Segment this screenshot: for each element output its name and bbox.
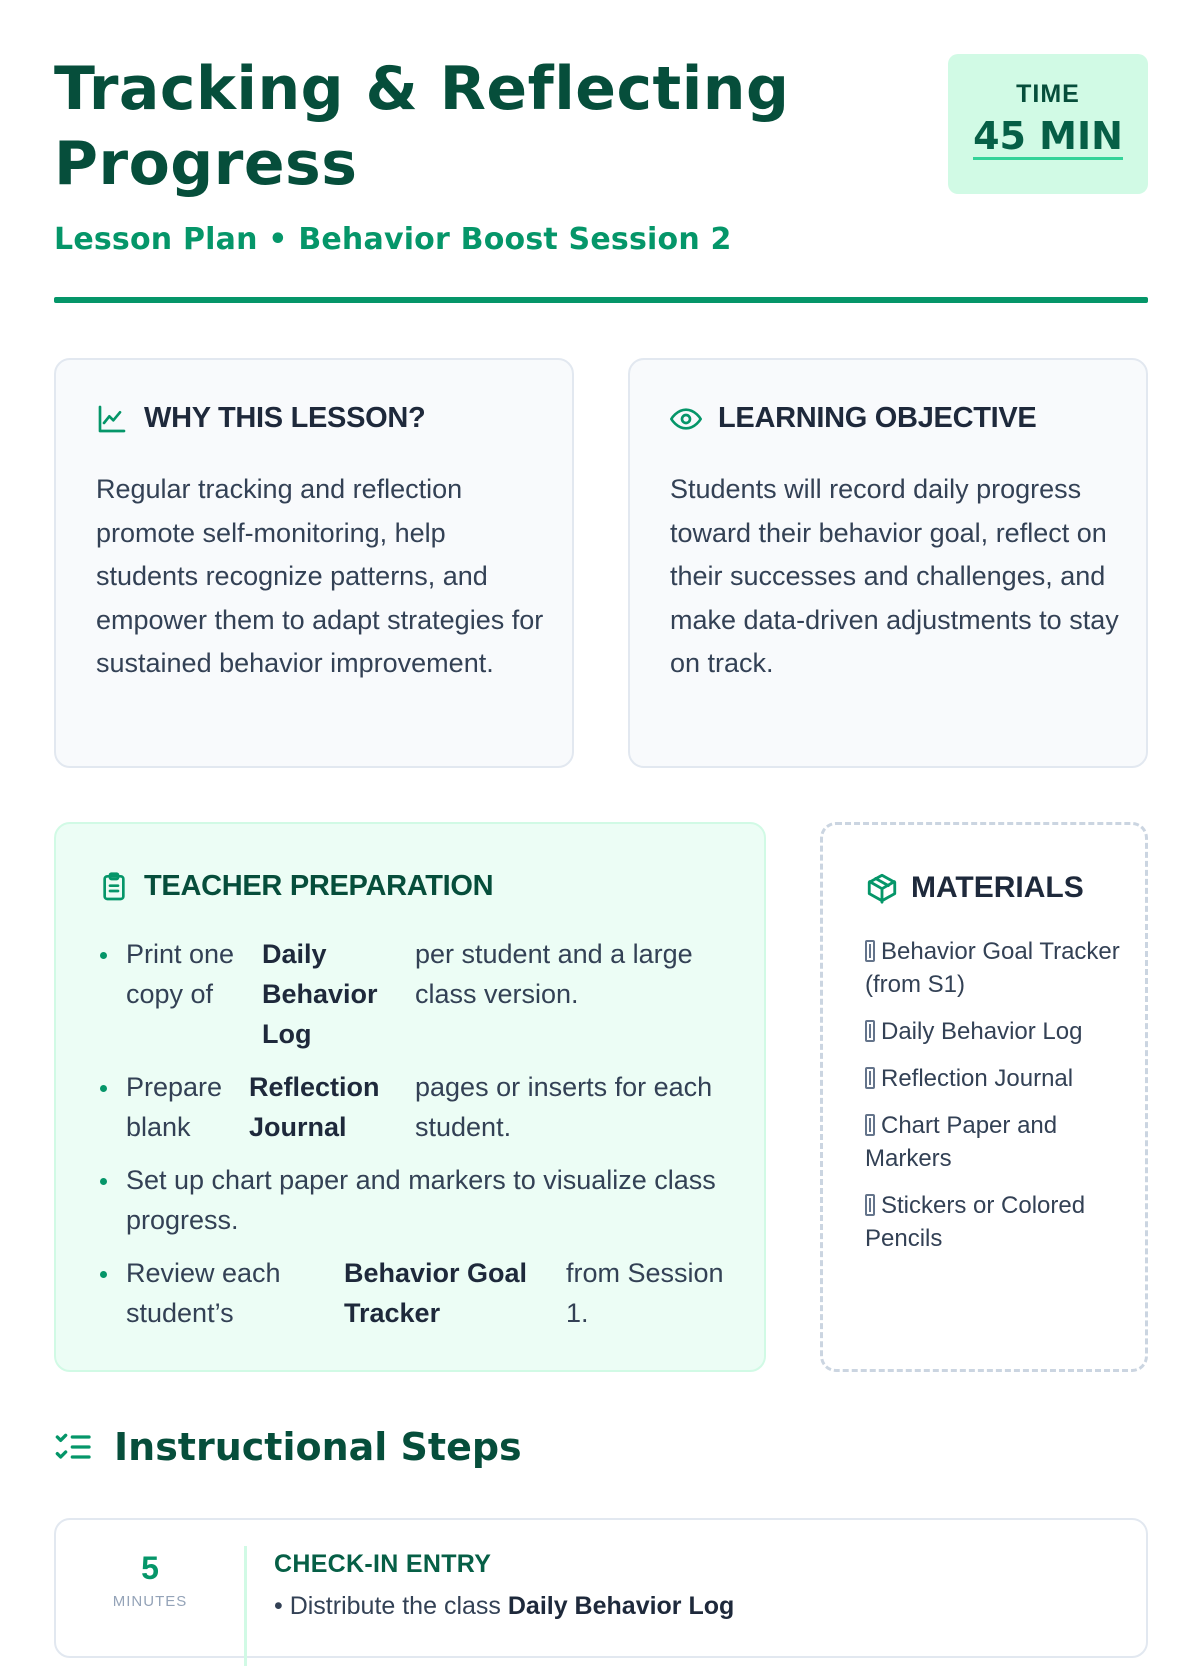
preparation-text: Print one copy of — [126, 939, 235, 1009]
instructional-steps-header — [54, 1425, 522, 1469]
learning-objective-card — [628, 358, 1148, 768]
teacher-preparation-title: TEACHER PREPARATION — [144, 870, 494, 902]
lesson-header — [54, 52, 1148, 257]
learning-objective-title: LEARNING OBJECTIVE — [718, 402, 1037, 434]
materials-list — [865, 935, 1125, 1269]
preparation-item — [98, 1067, 728, 1147]
time-label: TIME — [1016, 80, 1080, 108]
learning-objective-text: Students will record daily progress toward their behavior goal, reflect on their successes and challenges, and make data-driven adjustments to stay on track. — [670, 474, 1119, 678]
material-item — [865, 1015, 1125, 1048]
eye-icon — [670, 403, 702, 435]
step-title: CHECK-IN ENTRY — [274, 1550, 492, 1578]
page-title: Tracking & Reflecting Progress — [54, 54, 790, 199]
preparation-highlight: Behavior Goal Tracker — [344, 1258, 528, 1328]
preparation-item — [98, 934, 728, 1054]
preparation-text: per student and a large class version. — [415, 939, 693, 1009]
preparation-item — [98, 1253, 728, 1333]
why-lesson-text: Regular tracking and reflection promote self-monitoring, help students recognize patterns, and empower them to adapt strategies for sustained behavior improvement. — [96, 474, 544, 678]
preparation-text: Review each student’s — [126, 1258, 281, 1328]
step-detail-highlight: Daily Behavior Log — [507, 1592, 735, 1620]
step-detail: • Distribute the class Daily Behavior Log — [274, 1592, 735, 1620]
time-value: 45 MIN — [973, 114, 1123, 158]
materials-header — [865, 871, 1084, 905]
why-lesson-header — [96, 402, 425, 435]
material-item — [865, 1189, 1125, 1255]
step-minutes: 5 — [141, 1550, 159, 1586]
why-lesson-title: WHY THIS LESSON? — [144, 402, 426, 434]
material-glyph-icon — [865, 940, 875, 962]
step-divider — [244, 1546, 247, 1666]
material-label: Behavior Goal Tracker (from S1) — [865, 938, 1120, 998]
instructional-steps-title: Instructional Steps — [114, 1425, 522, 1469]
why-lesson-card — [54, 358, 574, 768]
preparation-highlight: Reflection Journal — [249, 1072, 380, 1142]
page-subtitle: Lesson Plan • Behavior Boost Session 2 — [54, 222, 732, 257]
line-chart-icon — [96, 403, 128, 435]
material-item — [865, 1109, 1125, 1175]
material-glyph-icon — [865, 1067, 875, 1089]
step-card — [54, 1518, 1148, 1658]
material-glyph-icon — [865, 1020, 875, 1042]
materials-card — [820, 822, 1148, 1372]
checklist-icon — [54, 1427, 94, 1467]
material-glyph-icon — [865, 1194, 875, 1216]
material-glyph-icon — [865, 1114, 875, 1136]
material-label: Chart Paper and Markers — [865, 1112, 1058, 1172]
box-icon — [865, 871, 899, 905]
header-divider — [54, 297, 1148, 303]
clipboard-icon — [98, 871, 130, 903]
material-label: Daily Behavior Log — [881, 1018, 1083, 1045]
materials-title: MATERIALS — [911, 871, 1084, 904]
teacher-preparation-header — [98, 870, 493, 903]
preparation-text: from Session 1. — [566, 1258, 724, 1328]
preparation-item: Set up chart paper and markers to visualize class progress. — [98, 1160, 728, 1240]
preparation-highlight: Daily Behavior Log — [262, 939, 378, 1049]
material-label: Reflection Journal — [881, 1065, 1074, 1092]
step-minutes-unit: MINUTES — [112, 1593, 188, 1610]
time-badge — [948, 54, 1148, 194]
step-detail-text: Distribute the class — [289, 1592, 501, 1620]
preparation-text: pages or inserts for each student. — [415, 1072, 713, 1142]
material-item — [865, 935, 1125, 1001]
preparation-text: Prepare blank — [126, 1072, 223, 1142]
teacher-preparation-card — [54, 822, 766, 1372]
material-label: Stickers or Colored Pencils — [865, 1192, 1086, 1252]
step-duration — [96, 1550, 204, 1610]
learning-objective-header — [670, 402, 1036, 435]
material-item — [865, 1062, 1125, 1095]
preparation-list — [98, 934, 728, 1346]
